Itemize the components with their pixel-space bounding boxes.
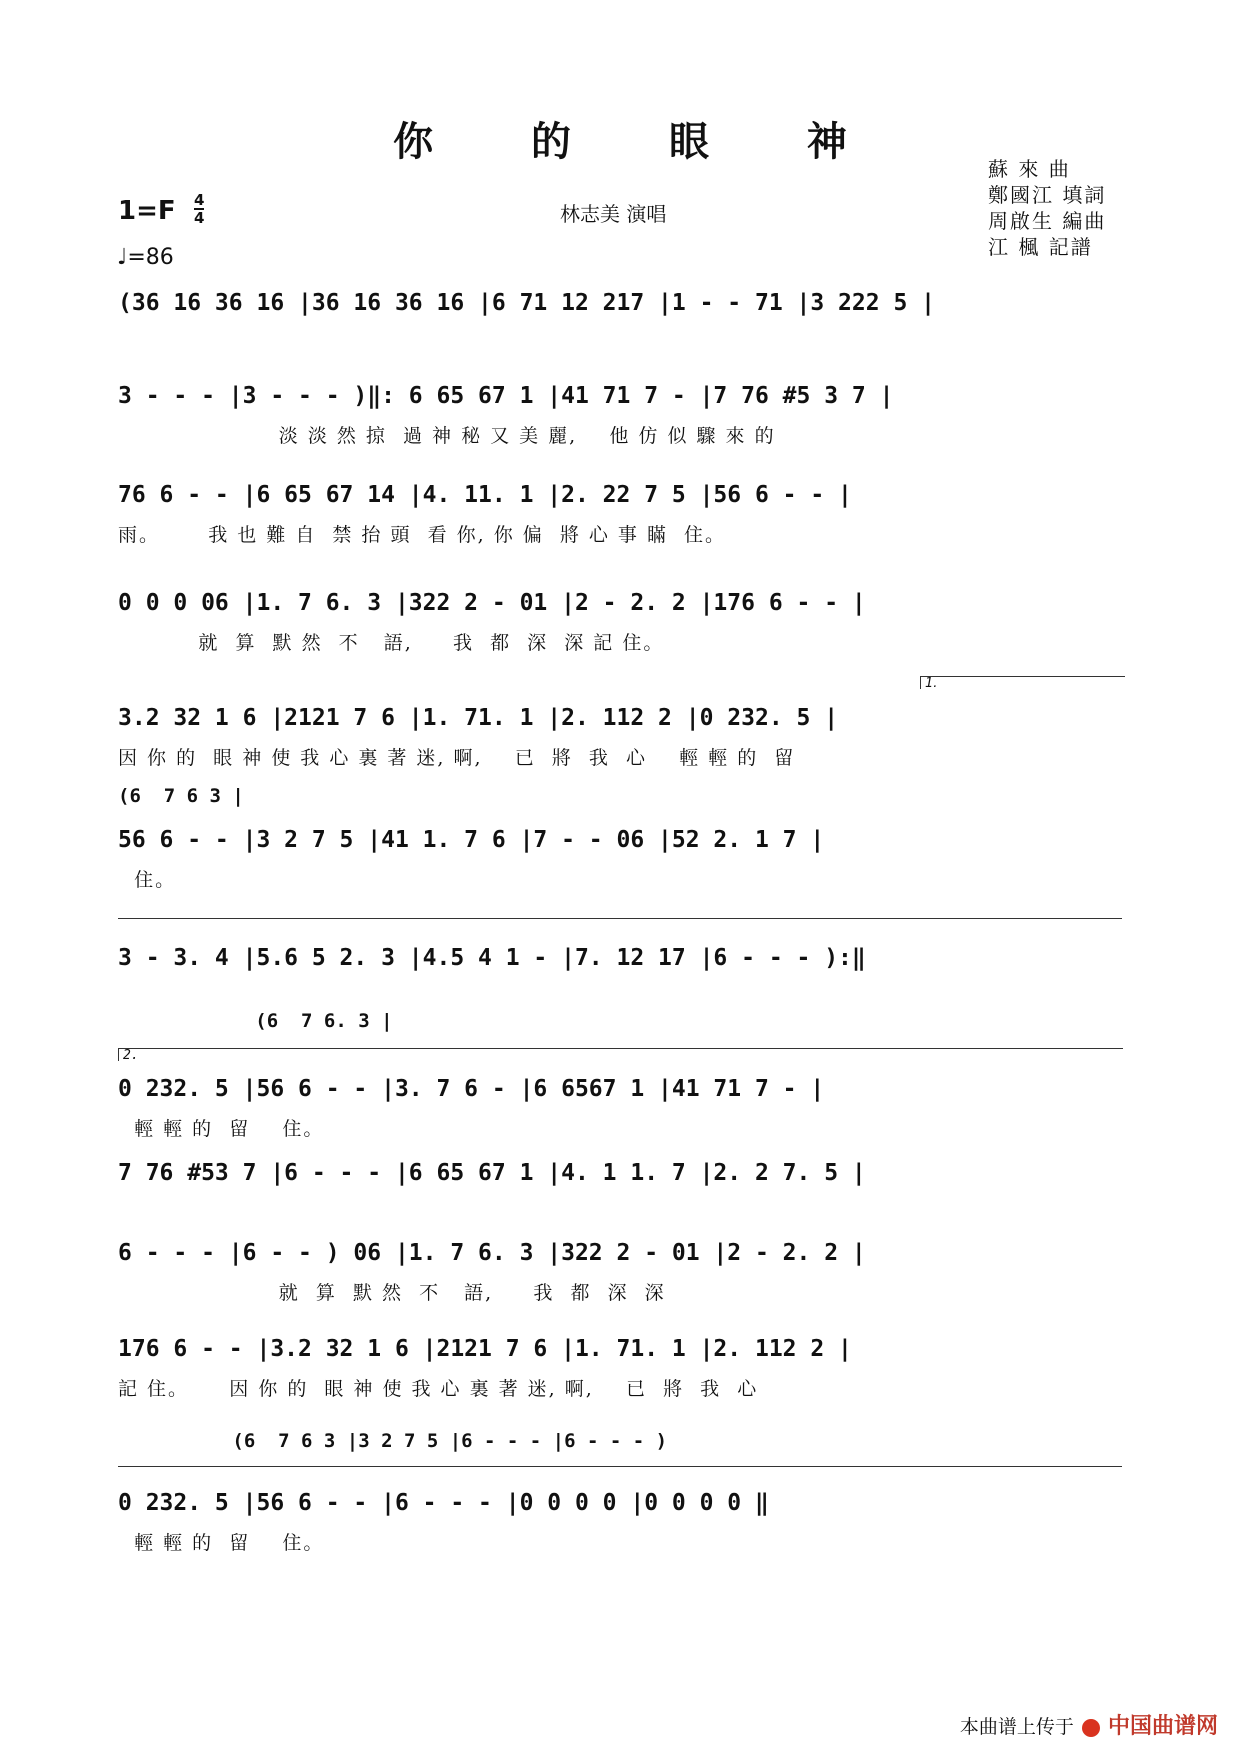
- credit-arranger: 周啟生 編曲: [988, 209, 1107, 233]
- score-system-5: [118, 705, 1122, 769]
- lyrics-line: 雨。 我 也 難 自 禁 抬 頭 看 你, 你 偏 將 心 事 瞞 住。: [118, 524, 727, 546]
- footer-text: 本曲谱上传于: [959, 1716, 1074, 1738]
- score-system-9: [118, 1160, 1122, 1210]
- score-system-3: [118, 482, 1122, 546]
- page-title: 你 的 眼 神: [393, 118, 889, 165]
- accompaniment-line: (6 7 6 3 |3 2 7 5 |6 - - - |6 - - - ): [118, 1430, 668, 1452]
- score-system-12: [118, 1430, 1122, 1554]
- notation-line: 3.2 32 1 6 |2121 7 6 |1. 71. 1 |2. 112 2 |0 232. 5 |: [118, 705, 839, 731]
- notation-line: 7 76 #53 7 |6 - - - |6 65 67 1 |4. 1 1. 7 |2. 2 7. 5 |: [118, 1160, 866, 1186]
- lyrics-line: 記 住。 因 你 的 眼 神 使 我 心 裏 著 迷, 啊, 已 將 我 心: [118, 1378, 759, 1400]
- notation-line: 3 - 3. 4 |5.6 5 2. 3 |4.5 4 1 - |7. 12 17 |6 - - - ):‖: [118, 945, 866, 971]
- notation-line: 76 6 - - |6 65 67 14 |4. 11. 1 |2. 22 7 5 |56 6 - - |: [118, 482, 852, 508]
- score-system-8: [118, 1010, 1122, 1140]
- score-system-10: [118, 1240, 1122, 1304]
- lyrics-line: 住。: [118, 869, 177, 891]
- lyrics-line: 就 算 默 然 不 語, 我 都 深 深: [118, 1282, 666, 1304]
- notation-line: 0 0 0 06 |1. 7 6. 3 |322 2 - 01 |2 - 2. 2 |176 6 - - |: [118, 590, 866, 616]
- score-system-4: [118, 590, 1122, 654]
- credit-transcriber: 江 楓 記譜: [988, 235, 1093, 259]
- score-system-7: [118, 945, 1122, 995]
- singer-label: 林志美 演唱: [560, 202, 667, 226]
- lyrics-line: 因 你 的 眼 神 使 我 心 裏 著 迷, 啊, 已 將 我 心 輕 輕 的 留: [118, 747, 796, 769]
- volta-1-label: 1.: [925, 676, 938, 691]
- notation-line: 6 - - - |6 - - ) 06 |1. 7 6. 3 |322 2 - 01 |2 - 2. 2 |: [118, 1240, 866, 1266]
- notation-line: 0 232. 5 |56 6 - - |6 - - - |0 0 0 0 |0 0 0 0 ‖: [118, 1490, 769, 1516]
- credit-composer: 蘇 來 曲: [988, 157, 1071, 181]
- notation-line: 176 6 - - |3.2 32 1 6 |2121 7 6 |1. 71. 1 |2. 112 2 |: [118, 1336, 852, 1362]
- notation-line: 3 - - - |3 - - - )‖: 6 65 67 1 |41 71 7 - |7 76 #5 3 7 |: [118, 383, 894, 409]
- accompaniment-line: (6 7 6. 3 |: [118, 1010, 393, 1032]
- volta-bracket-2: [118, 1048, 1123, 1061]
- notation-line: 0 232. 5 |56 6 - - |3. 7 6 - |6 6567 1 |41 71 7 - |: [118, 1076, 825, 1102]
- notation-line: 56 6 - - |3 2 7 5 |41 1. 7 6 |7 - - 06 |52 2. 1 7 |: [118, 827, 825, 853]
- score-system-6: [118, 785, 1122, 891]
- lyrics-line: 輕 輕 的 留 住。: [118, 1118, 325, 1140]
- lyrics-line: 輕 輕 的 留 住。: [118, 1532, 325, 1554]
- accompaniment-line: (6 7 6 3 |: [118, 785, 244, 807]
- site-logo-icon: [1082, 1719, 1100, 1737]
- lyrics-line: 淡 淡 然 掠 過 神 秘 又 美 麗, 他 仿 似 驟 來 的: [118, 425, 776, 447]
- notation-line: (36 16 36 16 |36 16 36 16 |6 71 12 217 |1 - - 71 |3 222 5 |: [118, 290, 935, 316]
- time-signature-bottom: 4: [194, 209, 205, 227]
- footer: [960, 1709, 1218, 1740]
- volta-2-label: 2.: [123, 1048, 139, 1063]
- credit-lyricist: 鄭國江 填詞: [988, 183, 1107, 207]
- tempo-marking: ♩=86: [117, 245, 174, 270]
- time-signature-top: 4: [194, 191, 205, 209]
- score-system-2: [118, 383, 1122, 447]
- volta-bracket-1: [920, 676, 1125, 689]
- staff-divider: [118, 1466, 1122, 1467]
- time-signature: [194, 192, 204, 226]
- lyrics-line: 就 算 默 然 不 語, 我 都 深 深 記 住。: [118, 632, 665, 654]
- key-signature: 1=F: [118, 196, 176, 226]
- footer-brand-link[interactable]: 中国曲谱网: [1107, 1714, 1218, 1739]
- staff-divider: [118, 918, 1122, 919]
- credits: [988, 156, 1106, 260]
- score-system-11: [118, 1336, 1122, 1400]
- score-system-1: [118, 290, 1122, 340]
